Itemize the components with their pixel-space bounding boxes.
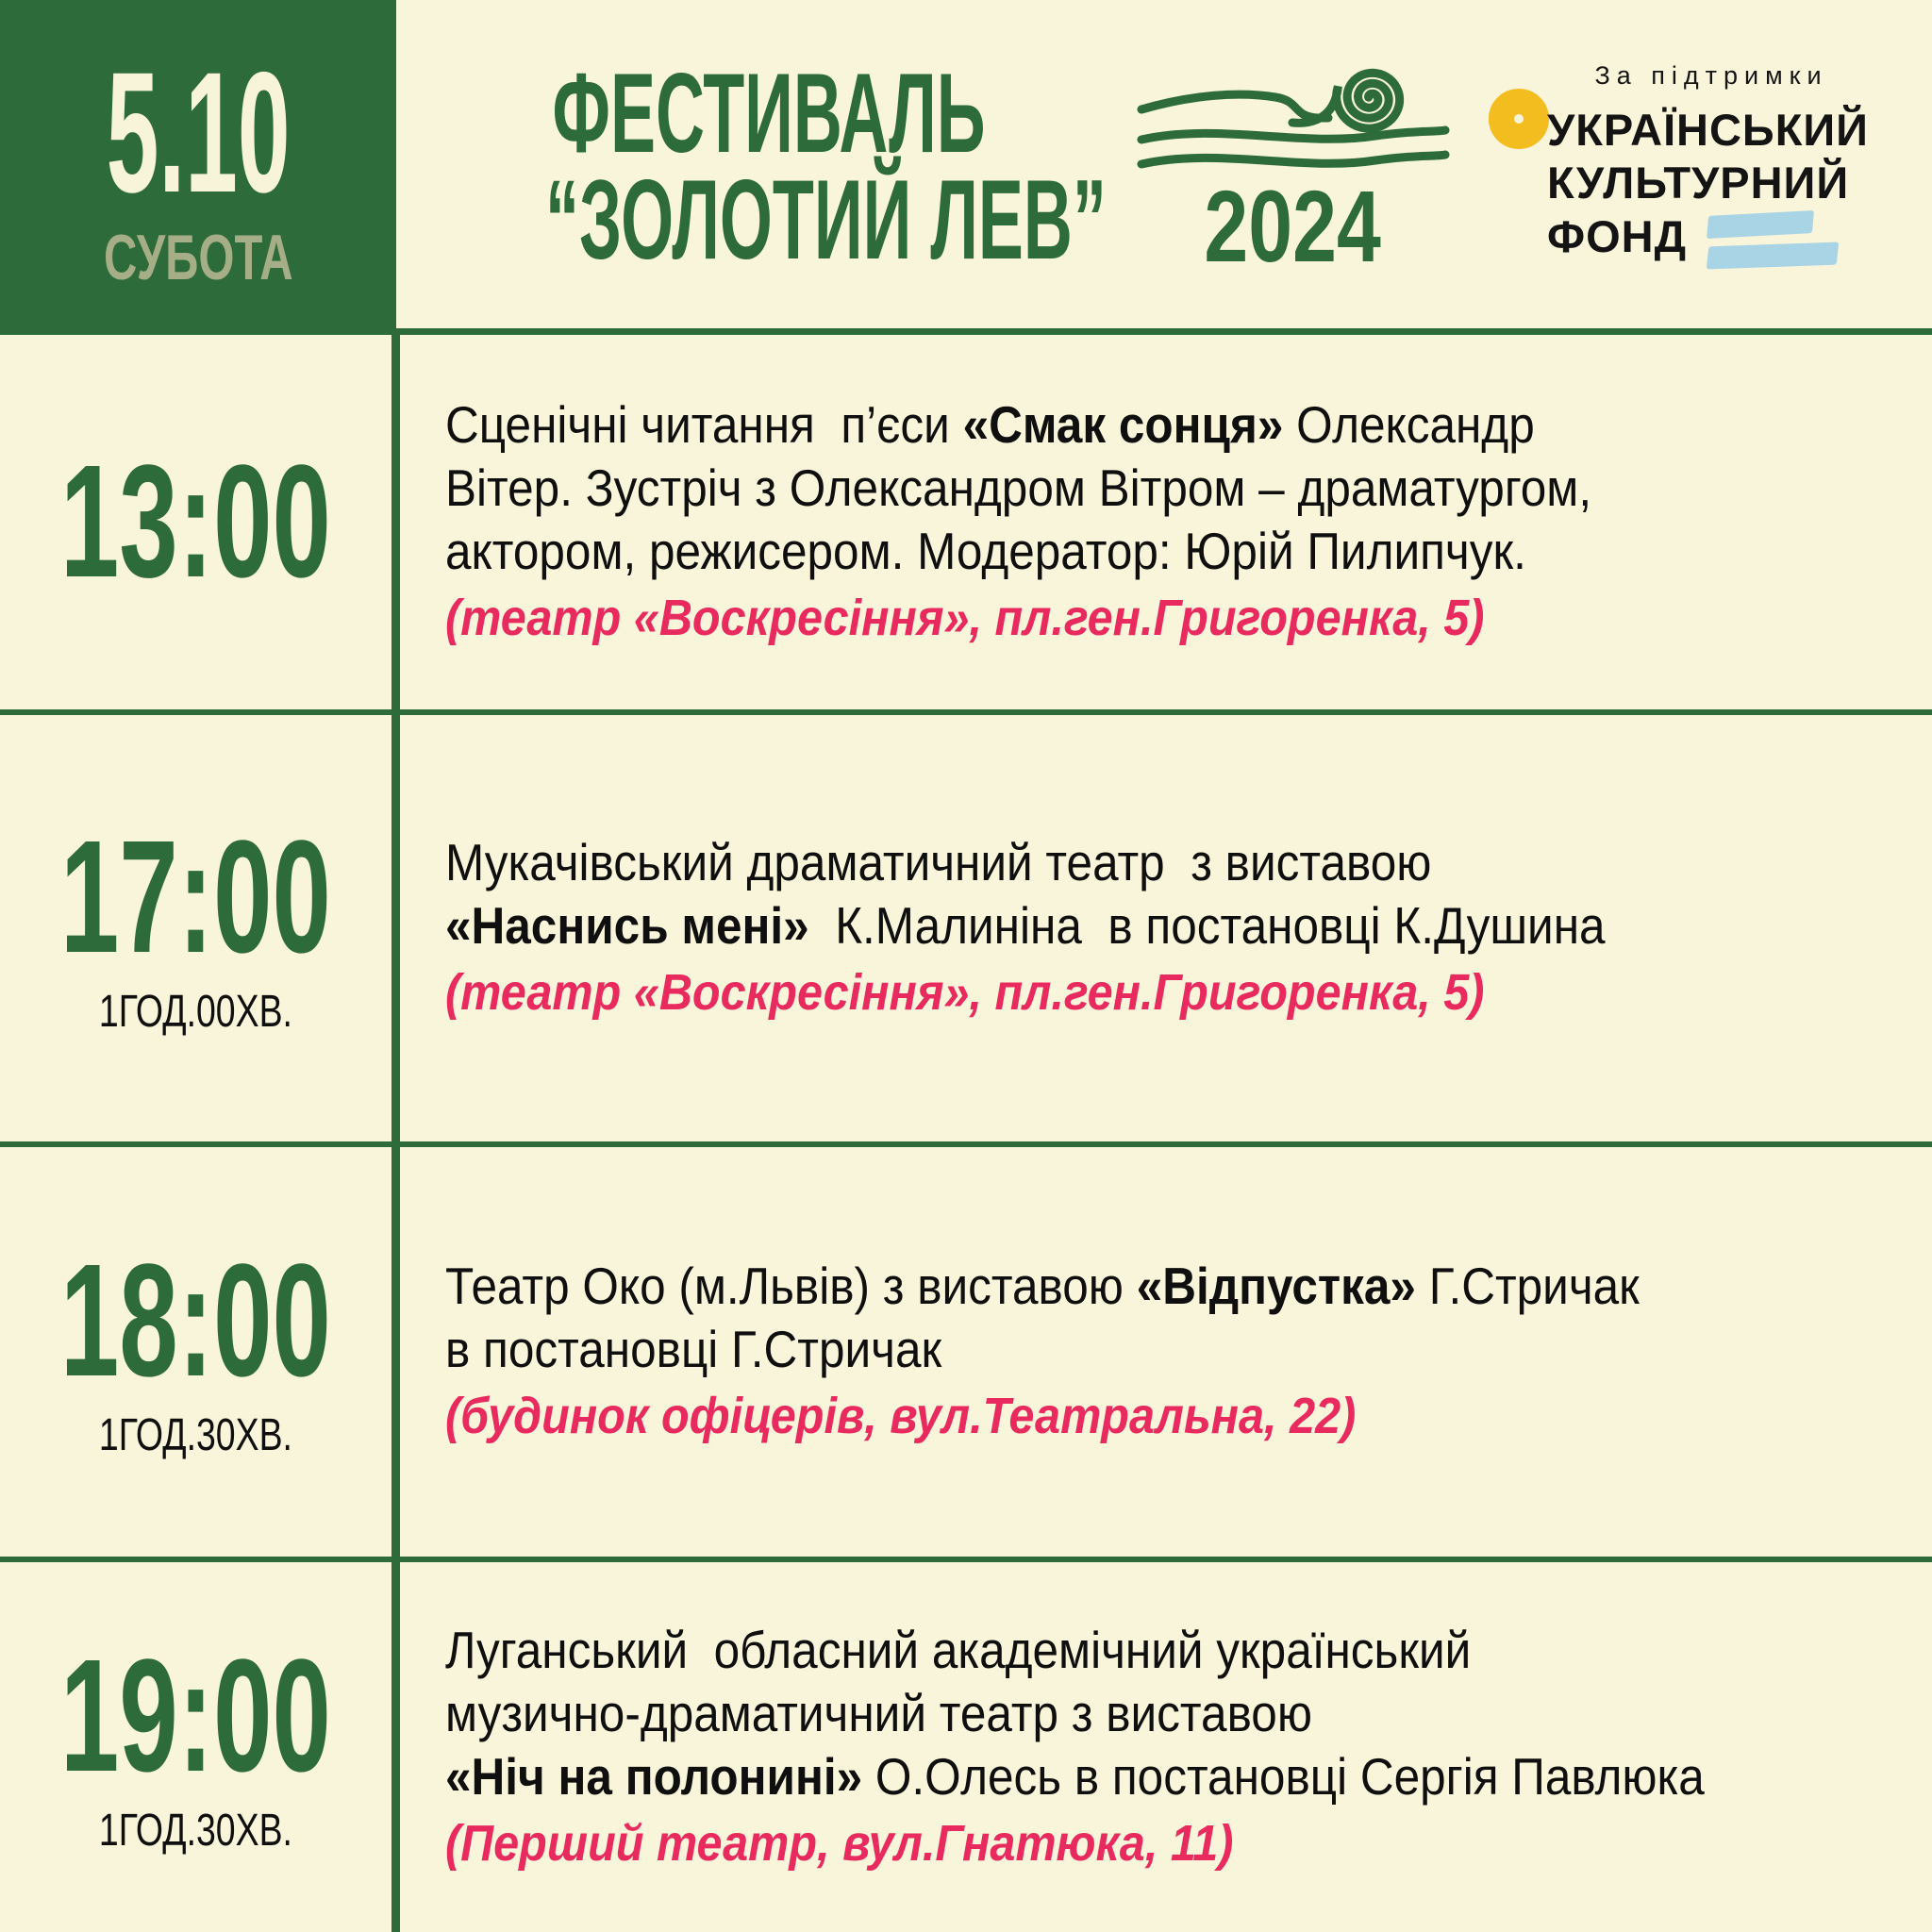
event-text-wrap: [445, 831, 1911, 1025]
schedule-row: [0, 1557, 1932, 1932]
schedule-row: [0, 709, 1932, 1141]
schedule-row: [0, 1141, 1932, 1557]
event-venue: (будинок офіцерів, вул.Театральна, 22): [445, 1388, 1357, 1445]
event-duration: 1ГОД.30ХВ.: [98, 1409, 293, 1460]
event-time: 13:00: [60, 431, 331, 611]
header: [0, 0, 1932, 335]
event-duration: 1ГОД.30ХВ.: [98, 1805, 293, 1856]
ukf-equals-icon: [1707, 213, 1838, 267]
festival-title-line1: ФЕСТИВАЛЬ: [552, 50, 986, 177]
festival-title: [545, 50, 1107, 283]
spiral-path: [1292, 73, 1400, 128]
event-description-text: Вітер. Зустріч з Олександром Вітром – драматургом,: [445, 458, 1592, 518]
ukf-name-line1: УКРАЇНСЬКИЙ: [1547, 105, 1869, 156]
event-column: [400, 715, 1932, 1141]
ukf-logo: [1504, 61, 1881, 267]
schedule: [0, 335, 1932, 1932]
event-time: 19:00: [60, 1626, 331, 1807]
event-description: [445, 393, 1911, 583]
event-venue: (театр «Воскресіння», пл.ген.Григоренка, 5): [445, 590, 1485, 647]
event-description-text: Луганський обласний академічний український: [445, 1620, 1472, 1679]
date-box: [0, 0, 396, 335]
event-description-text: Мукачівський драматичний театр з виставою: [445, 833, 1432, 892]
event-description-text: К.Малиніна в постановці К.Душина: [808, 896, 1606, 956]
event-description-text: в постановці Г.Стричак: [445, 1320, 942, 1379]
event-play-title: «Ніч на полонині»: [445, 1746, 863, 1806]
date-weekday: СУБОТА: [103, 221, 293, 293]
ukf-support-label: За підтримки: [1594, 61, 1828, 91]
date-number: 5.10: [106, 35, 291, 228]
event-description-text: музично-драматичний театр з виставою: [445, 1683, 1312, 1742]
event-time: 17:00: [60, 808, 331, 988]
event-play-title: «Відпустка»: [1136, 1257, 1416, 1316]
event-text-wrap: [445, 393, 1911, 651]
event-description: [445, 1255, 1911, 1381]
ukf-name: [1504, 104, 1881, 267]
event-description-text: О.Олесь в постановці Сергія Павлюка: [862, 1746, 1705, 1806]
schedule-row: [0, 335, 1932, 709]
event-time: 18:00: [60, 1231, 331, 1411]
event-venue: (театр «Воскресіння», пл.ген.Григоренка, 5): [445, 964, 1485, 1022]
wave-top: [1141, 94, 1328, 118]
festival-title-line2: “ЗОЛОТИЙ ЛЕВ”: [545, 157, 1107, 283]
event-play-title: «Смак сонця»: [962, 395, 1284, 455]
time-column: [0, 715, 400, 1141]
time-column: [0, 1147, 400, 1557]
event-duration: 1ГОД.00ХВ.: [98, 986, 293, 1037]
festival-logo: [1123, 51, 1462, 283]
event-description-text: Сценічні читання п’єси: [445, 395, 963, 455]
event-column: [400, 1562, 1932, 1932]
ukf-name-line3: [1547, 210, 1881, 267]
event-venue: (Перший театр, вул.Гнатюка, 11): [445, 1814, 1234, 1872]
waves-spiral-icon: [1132, 51, 1453, 185]
time-column: [0, 1562, 400, 1932]
event-column: [400, 1147, 1932, 1557]
wave-middle: [1141, 130, 1445, 140]
festival-year: 2024: [1204, 169, 1381, 283]
time-column: [0, 335, 400, 709]
event-description: [445, 831, 1911, 958]
event-description-text: Олександр: [1283, 395, 1535, 455]
ukf-fund-word: ФОНД: [1547, 210, 1688, 261]
event-description: [445, 1619, 1911, 1808]
event-description-text: актором, режисером. Модератор: Юрій Пилипчук.: [445, 522, 1526, 581]
event-description-text: Г.Стричак: [1415, 1257, 1640, 1316]
ukf-ring-icon: [1489, 89, 1549, 149]
event-text-wrap: [445, 1255, 1911, 1449]
ukf-name-line2: КУЛЬТУРНИЙ: [1547, 158, 1850, 208]
event-column: [400, 335, 1932, 709]
event-text-wrap: [445, 1619, 1911, 1876]
event-description-text: Театр Око (м.Львів) з виставою: [445, 1257, 1137, 1316]
wave-bottom: [1141, 155, 1445, 164]
event-play-title: «Наснись мені»: [445, 896, 809, 956]
header-right: [396, 0, 1932, 335]
